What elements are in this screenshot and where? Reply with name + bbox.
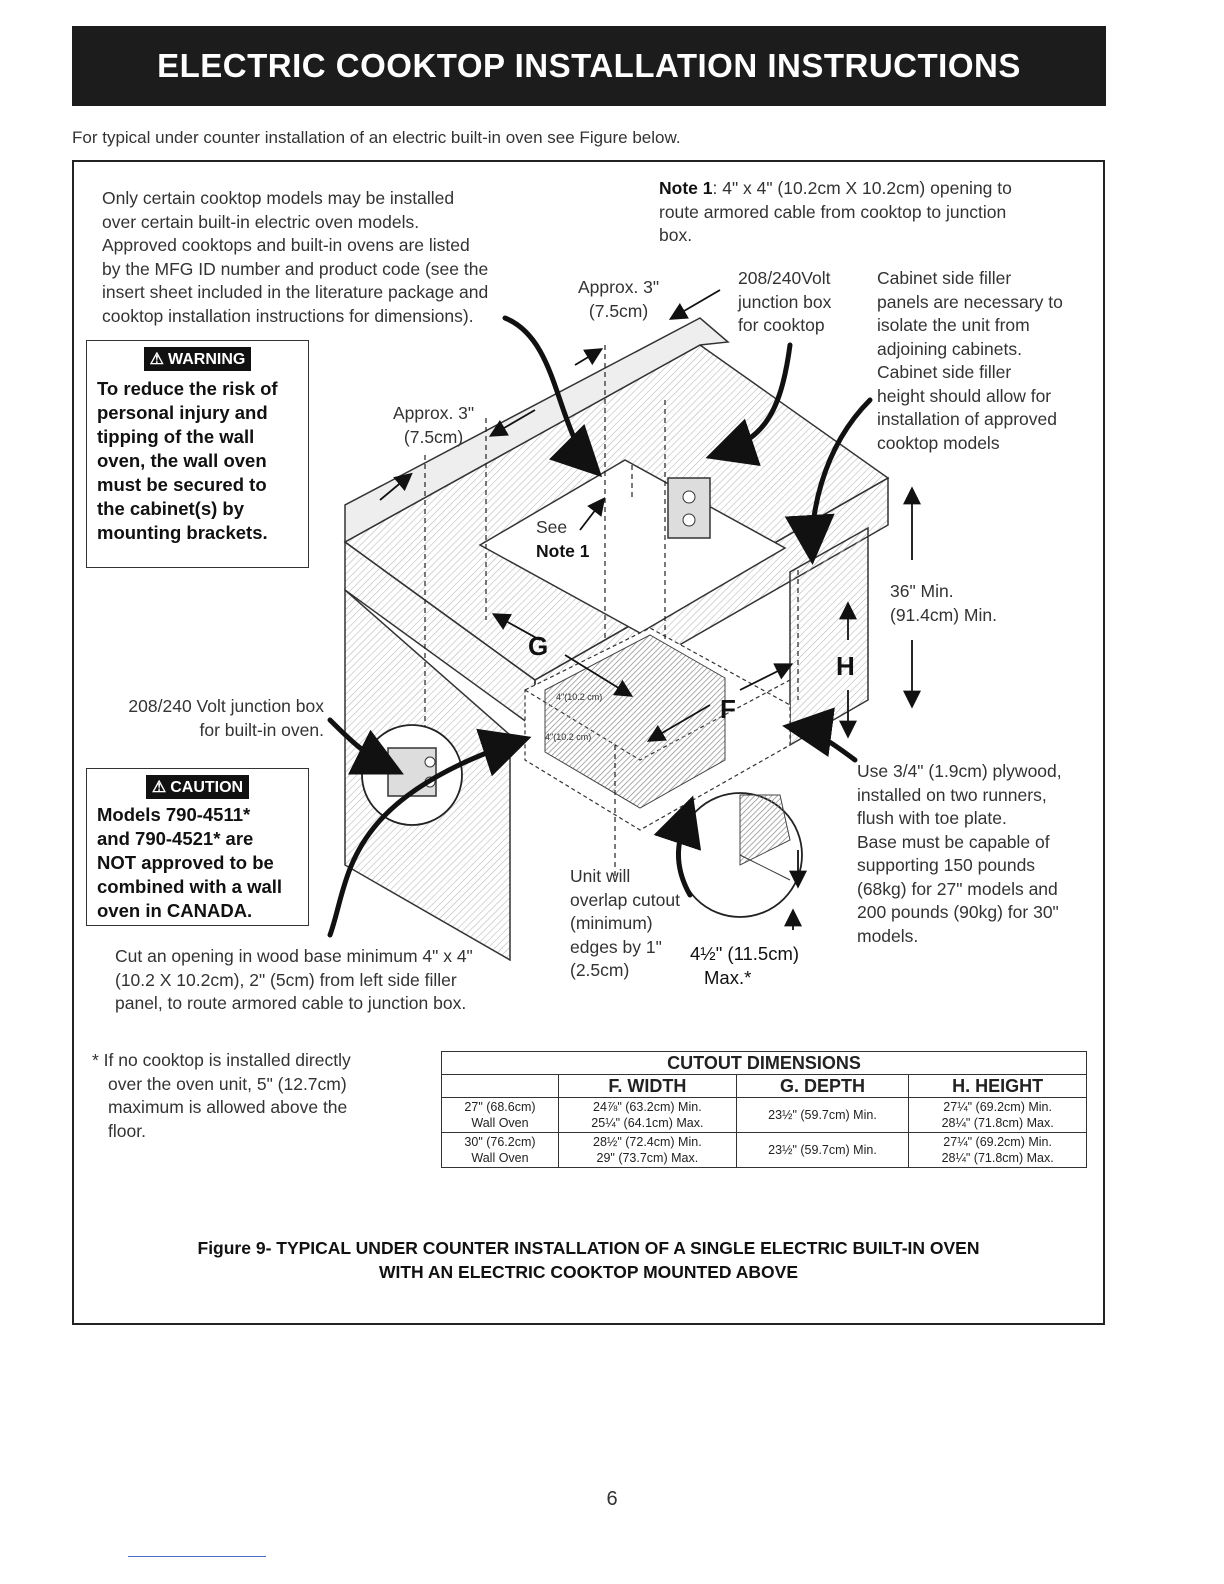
table-row: 30" (76.2cm) Wall Oven 28½" (72.4cm) Min. 29" (73.7cm) Max. 23½" (59.7cm) Min. 27¼" (69.2cm) Min. 28¼" (71.8cm) Max. [442, 1133, 1087, 1168]
warning-triangle-icon: ⚠ [149, 351, 164, 368]
note1: Note 1: 4" x 4" (10.2cm X 10.2cm) opening to route armored cable from cooktop to junction box. [659, 178, 1012, 245]
junction-cooktop-note: 208/240Volt junction box for cooktop [738, 268, 832, 335]
cutout-dimensions-table [441, 1051, 1087, 1168]
overlap-detail-circle [678, 793, 802, 917]
height-min-note: 36" Min. (91.4cm) Min. [890, 581, 997, 625]
page-number: 6 [606, 1488, 618, 1510]
table-header: F. WIDTH [559, 1075, 737, 1098]
see-note: See Note 1 [536, 517, 590, 561]
caution-badge: ⚠ CAUTION [146, 775, 249, 799]
footer-line [128, 1556, 266, 1557]
table-header: G. DEPTH [736, 1075, 909, 1098]
label-small-1: 4"(10.2 cm) [556, 692, 603, 702]
warning-box: ⚠ WARNING To reduce the risk of personal injury and tipping of the wall oven, the wall oven must be secured to the cabinet(s) by mounting brackets. [86, 340, 309, 568]
label-g: G [528, 631, 549, 661]
models-note: Only certain cooktop models may be installed over certain built-in electric oven models. Approved cooktops and built-in ovens are listed by the MFG ID number and product code (see the insert sheet included in the literature package and cooktop installation instructions for dimensions). [102, 188, 489, 326]
filler-panel-note: Cabinet side filler panels are necessary to isolate the unit from adjoining cabinets. Cabinet side filler height should allow for installation of approved cooktop models [877, 268, 1063, 453]
table-header: H. HEIGHT [909, 1075, 1087, 1098]
cut-opening-note: Cut an opening in wood base minimum 4" x 4" (10.2 X 10.2cm), 2" (5cm) from left side filler panel, to route armored cable to junction box. [115, 946, 473, 1013]
cooktop-junction-box [668, 478, 710, 538]
footnote: * If no cooktop is installed directly over the oven unit, 5" (12.7cm) maximum is allowed above the floor. [92, 1050, 351, 1141]
intro-text: For typical under counter installation of an electric built-in oven see Figure below. [72, 128, 681, 147]
label-f: F [720, 694, 736, 724]
table-header [442, 1075, 559, 1098]
label-h: H [836, 651, 855, 681]
junction-oven-note: 208/240 Volt junction box for built-in oven. [128, 696, 324, 740]
overlap-note: Unit will overlap cutout (minimum) edges by 1" (2.5cm) [570, 866, 680, 980]
approx-top: Approx. 3" (7.5cm) [578, 277, 660, 321]
caution-triangle-icon: ⚠ [151, 779, 167, 796]
note1-label: Note 1 [659, 178, 713, 198]
page-title: ELECTRIC COOKTOP INSTALLATION INSTRUCTIONS [157, 47, 1021, 84]
approx-left: Approx. 3" (7.5cm) [393, 403, 475, 447]
oven-junction-box [362, 725, 462, 825]
figure-caption: Figure 9- TYPICAL UNDER COUNTER INSTALLATION OF A SINGLE ELECTRIC BUILT-IN OVEN WITH AN ELECTRIC COOKTOP MOUNTED ABOVE [197, 1238, 980, 1282]
table-title: CUTOUT DIMENSIONS [442, 1052, 1087, 1075]
warning-badge: ⚠ WARNING [144, 347, 252, 371]
caution-box: ⚠ CAUTION Models 790-4511* and 790-4521* are NOT approved to be combined with a wall oven in CANADA. [86, 768, 309, 926]
max-height-note: 4½" (11.5cm) Max.* [690, 943, 800, 988]
label-small-2: 4"(10.2 cm) [545, 732, 592, 742]
plywood-note: Use 3/4" (1.9cm) plywood, installed on two runners, flush with toe plate. Base must be capable of supporting 150 pounds (68kg) for 27" models and 200 pounds (90kg) for 30" models. [857, 761, 1062, 946]
table-row: 27" (68.6cm) Wall Oven 24⅞" (63.2cm) Min. 25¼" (64.1cm) Max. 23½" (59.7cm) Min. 27¼" (69.2cm) Min. 28¼" (71.8cm) Max. [442, 1098, 1087, 1133]
